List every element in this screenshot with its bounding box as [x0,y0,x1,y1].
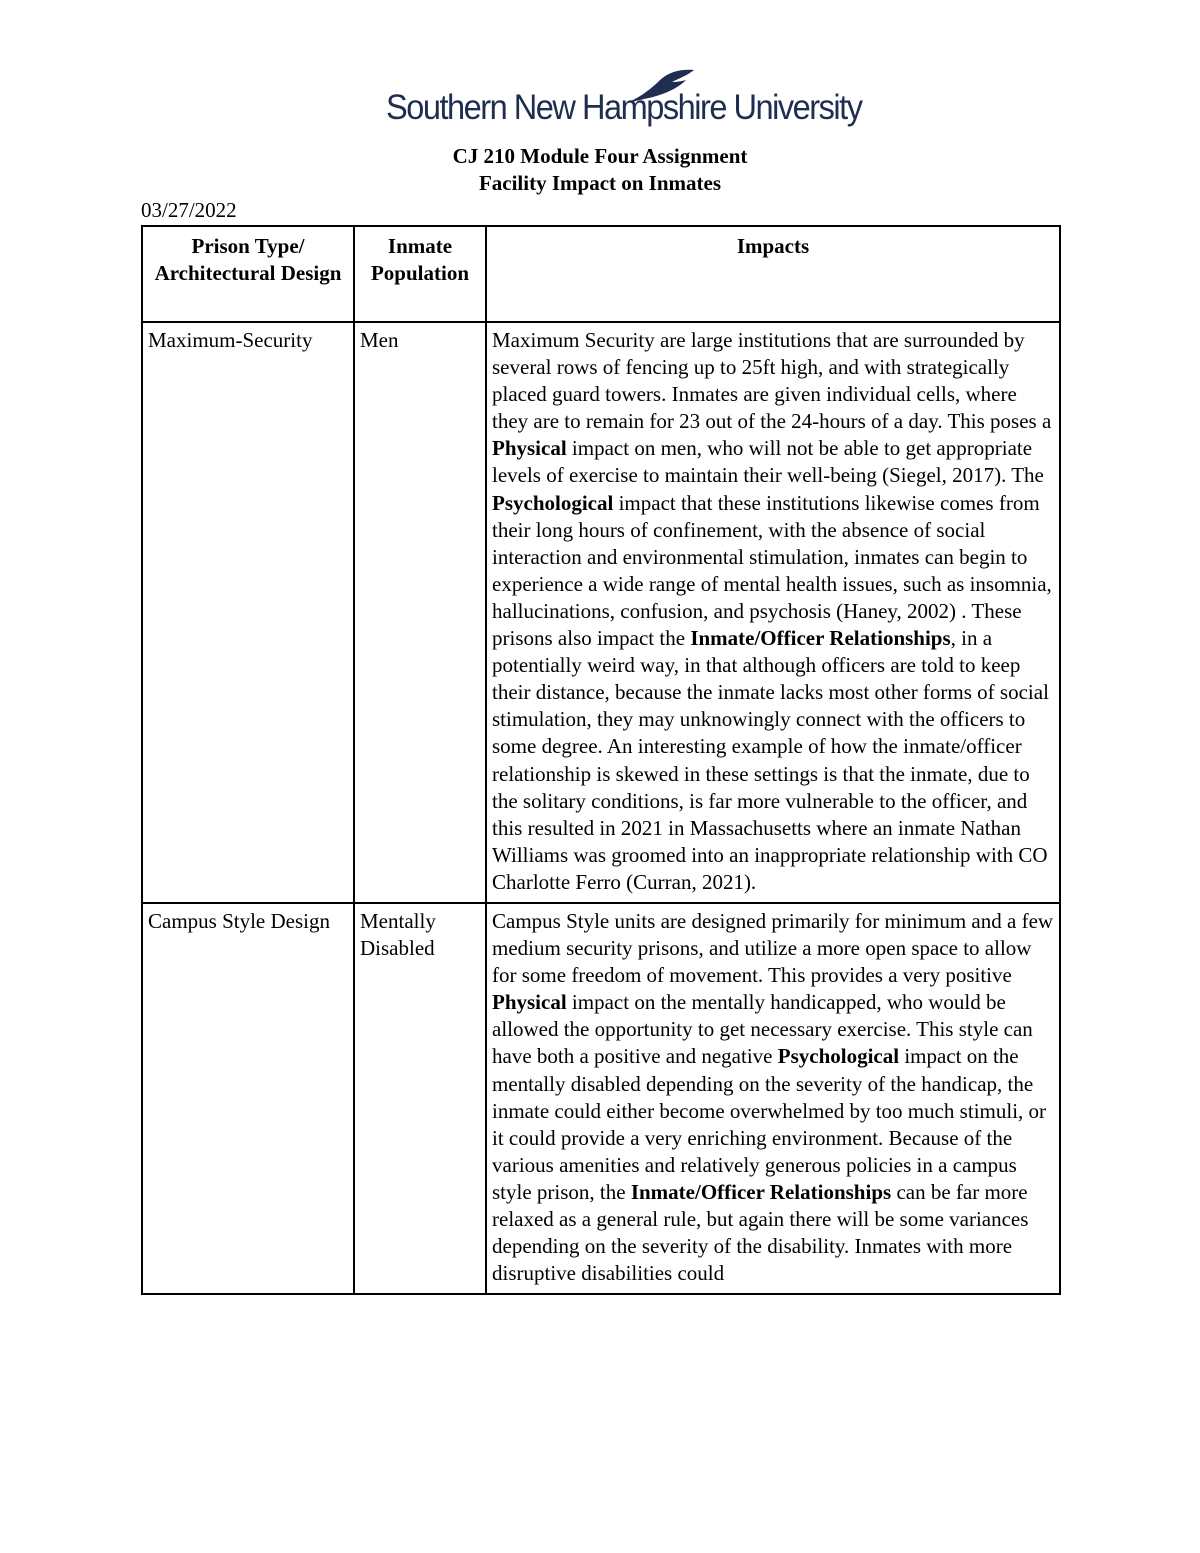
impact-text: can be far more relaxed as a general rule, but again there will be some variances depending on the severity of the disability. Inmates with more disruptive disabilities could [492,1179,1029,1286]
impact-text: impact on the mentally disabled depending on the severity of the handicap, the inmate could either become overwhelmed by too much stimuli, or it could provide a very enriching environment. Because of the various amenities and relatively generous policies in a campus style prison, the [492,1044,1047,1204]
column-header-impacts: Impacts [486,226,1060,322]
facility-impact-table [141,225,1061,1295]
assignment-title: CJ 210 Module Four Assignment [452,144,748,168]
impact-category-label: Inmate/Officer Relationships [690,626,951,651]
impact-text: Campus Style units are designed primarily for minimum and a few medium security prisons, and utilize a more open space to allow for some freedom of movement. This provides a very positive [492,908,1054,988]
impact-text: , in a potentially weird way, in that although officers are told to keep their distance, because the inmate lacks most other forms of social stimulation, they may unknowingly connect with the officers to some degree. An interesting example of how the inmate/officer relationship is skewed in these settings is that the inmate, due to the solitary conditions, is far more vulnerable to the officer, and this resulted in 2021 in Massachusetts where an inmate Nathan Williams was groomed into an inappropriate relationship with CO Charlotte Ferro (Curran, 2021). [492,626,1049,894]
impact-text: impact on men, who will not be able to get appropriate levels of exercise to maintain their well-being (Siegel, 2017). The [492,436,1044,488]
impacts-cell [486,322,1060,903]
column-header-inmate-population: Inmate Population [354,226,486,322]
impact-text: impact on the mentally handicapped, who would be allowed the opportunity to get necessary exercise. This style can have both a positive and negative [492,990,1033,1069]
impact-text: Maximum Security are large institutions that are surrounded by several rows of fencing up to 25ft high, and with strategically placed guard towers. Inmates are given individual cells, where they are to remain for 23 out of the 24-hours of a day. This poses a [492,328,1052,434]
table-row [142,903,1060,1294]
impact-category-label: Inmate/Officer Relationships [630,1179,892,1204]
impact-text: impact that these institutions likewise comes from their long hours of confinement, with the absence of social interaction and environmental stimulation, inmates can begin to experience a wide range of mental health issues, such as insomnia, hallucinations, confusion, and psychosis (Haney, 2002) . These prisons also impact the [492,490,1052,651]
table-row [142,322,1060,903]
feather-icon [618,68,698,108]
logo-wordmark: Southern New Hampshire University [386,88,862,127]
column-header-prison-type: Prison Type/ Architectural Design [142,226,354,322]
impact-category-label: Physical [492,436,567,461]
impact-category-label: Psychological [492,490,614,515]
assignment-subtitle: Facility Impact on Inmates [478,171,722,195]
impact-category-label: Psychological [777,1044,900,1069]
prison-type-cell: Campus Style Design [142,903,354,1294]
prison-type-cell: Maximum-Security [142,322,354,903]
table-header-row [142,226,1060,322]
assignment-date: 03/27/2022 [141,198,237,222]
inmate-population-cell: Men [354,322,486,903]
impacts-cell [486,903,1060,1294]
university-logo [386,66,862,138]
inmate-population-cell: Mentally Disabled [354,903,486,1294]
impact-category-label: Physical [492,990,567,1015]
